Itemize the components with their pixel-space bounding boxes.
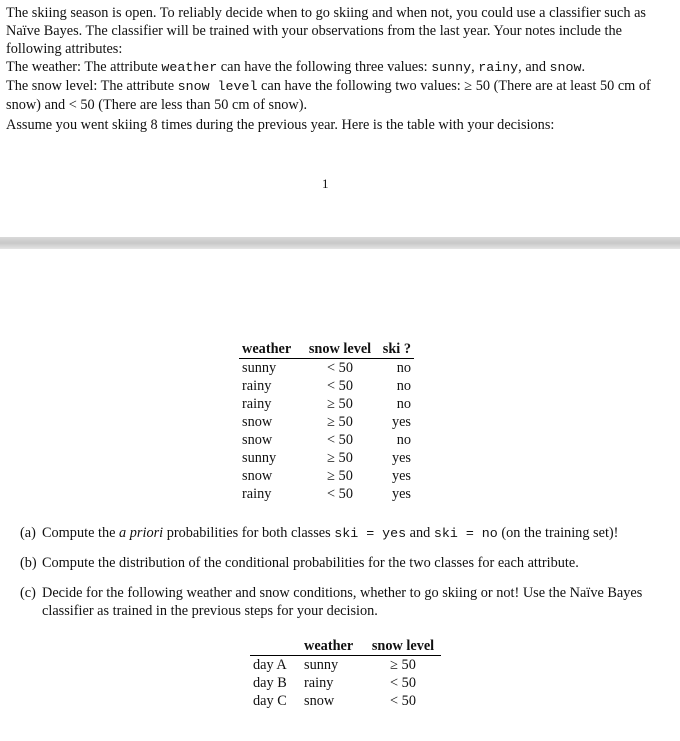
weather-prefix: The weather: The attribute xyxy=(6,59,162,75)
question-a-label: (a) xyxy=(20,525,36,541)
question-a-text xyxy=(42,524,652,543)
question-c xyxy=(20,584,652,620)
page-break-divider xyxy=(0,237,680,249)
training-table xyxy=(239,340,414,503)
separator: , and xyxy=(518,59,550,75)
question-b-text: Compute the distribution of the conditional probabilities for the two classes for each attribute. xyxy=(42,555,579,571)
a-priori-emphasis: a priori xyxy=(119,525,164,541)
question-a xyxy=(20,524,652,543)
col-header-weather: weather xyxy=(242,341,292,357)
cell-snow-level: < 50 xyxy=(390,693,416,709)
cell-day: day A xyxy=(253,657,287,673)
cell-weather: rainy xyxy=(242,486,272,502)
cell-snow-level: ≥ 50 xyxy=(327,450,353,466)
cell-ski: yes xyxy=(391,486,411,502)
table-row xyxy=(239,377,414,395)
cell-snow-level: ≥ 50 xyxy=(327,414,353,430)
cell-weather: rainy xyxy=(304,675,334,691)
snow-attr-code: snow level xyxy=(177,79,258,94)
cell-snow-level: < 50 xyxy=(327,432,353,448)
question-b-label: (b) xyxy=(20,555,37,571)
value-snow: snow xyxy=(549,60,582,75)
snow-rest: can have the following two values: ≥ 50 (There are at least 50 cm of snow) and < 50 (There are less than 50 cm of snow). xyxy=(6,78,651,113)
col-header-weather: weather xyxy=(304,638,354,654)
cell-snow-level: < 50 xyxy=(327,486,353,502)
snow-prefix: The snow level: The attribute xyxy=(6,78,178,94)
question-c-text: Decide for the following weather and snow conditions, whether to go skiing or not! Use the Naïve Bayes classifier as trained in the previous steps for your decision. xyxy=(42,585,643,619)
question-b xyxy=(20,554,652,572)
cell-weather: snow xyxy=(242,414,273,430)
training-table-header xyxy=(239,340,414,359)
cell-snow-level: ≥ 50 xyxy=(327,396,353,412)
col-header-ski: ski ? xyxy=(382,341,411,357)
value-rainy: rainy xyxy=(478,60,519,75)
cell-ski: no xyxy=(396,396,411,412)
snow-level-attribute-line xyxy=(6,77,670,114)
class-ski-yes-code: ski = yes xyxy=(334,526,407,541)
cell-weather: sunny xyxy=(242,450,277,466)
cell-ski: yes xyxy=(391,468,411,484)
question-a-and: and xyxy=(406,525,434,541)
page-number: 1 xyxy=(322,176,329,191)
test-days-table xyxy=(250,637,441,710)
weather-attribute-line xyxy=(6,58,670,77)
cell-ski: no xyxy=(396,360,411,376)
cell-weather: snow xyxy=(242,432,273,448)
table-row xyxy=(250,692,441,710)
cell-day: day B xyxy=(253,675,287,691)
cell-ski: no xyxy=(396,378,411,394)
cell-weather: snow xyxy=(242,468,273,484)
cell-weather: sunny xyxy=(242,360,277,376)
weather-mid: can have the following three values: xyxy=(217,59,432,75)
cell-weather: sunny xyxy=(304,657,339,673)
cell-snow-level: < 50 xyxy=(327,360,353,376)
class-ski-no-code: ski = no xyxy=(433,526,498,541)
col-header-day xyxy=(250,637,301,656)
table-row xyxy=(239,413,414,431)
cell-snow-level: < 50 xyxy=(327,378,353,394)
test-table-header xyxy=(250,637,441,656)
question-c-label: (c) xyxy=(20,585,36,601)
weather-attr-code: weather xyxy=(161,60,218,75)
question-a-mid: probabilities for both classes xyxy=(163,525,335,541)
table-row xyxy=(239,467,414,485)
cell-ski: yes xyxy=(391,414,411,430)
question-a-pre: Compute the xyxy=(42,525,120,541)
table-row xyxy=(239,395,414,413)
cell-day: day C xyxy=(253,693,287,709)
cell-snow-level: ≥ 50 xyxy=(390,657,416,673)
value-sunny: sunny xyxy=(431,60,472,75)
col-header-snow-level: snow level xyxy=(308,341,372,357)
question-a-post: (on the training set)! xyxy=(497,525,619,541)
cell-ski: yes xyxy=(391,450,411,466)
assume-paragraph: Assume you went skiing 8 times during the previous year. Here is the table with your decisions: xyxy=(6,117,555,133)
table-row xyxy=(239,431,414,449)
cell-snow-level: ≥ 50 xyxy=(327,468,353,484)
cell-ski: no xyxy=(396,432,411,448)
table-row xyxy=(250,656,441,675)
separator: , xyxy=(471,59,479,75)
table-row xyxy=(239,485,414,503)
table-row xyxy=(250,674,441,692)
intro-paragraph: The skiing season is open. To reliably decide when to go skiing and when not, you could use a classifier such as Naïve Bayes. The classifier will be trained with your observations from the last year. Your notes include the following attributes: xyxy=(6,5,646,57)
cell-weather: rainy xyxy=(242,378,272,394)
table-row xyxy=(239,449,414,467)
cell-weather: rainy xyxy=(242,396,272,412)
cell-snow-level: < 50 xyxy=(390,675,416,691)
intro-text xyxy=(6,4,670,134)
table-row xyxy=(239,359,414,378)
col-header-snow-level: snow level xyxy=(371,638,435,654)
period: . xyxy=(581,59,586,75)
cell-weather: snow xyxy=(304,693,335,709)
